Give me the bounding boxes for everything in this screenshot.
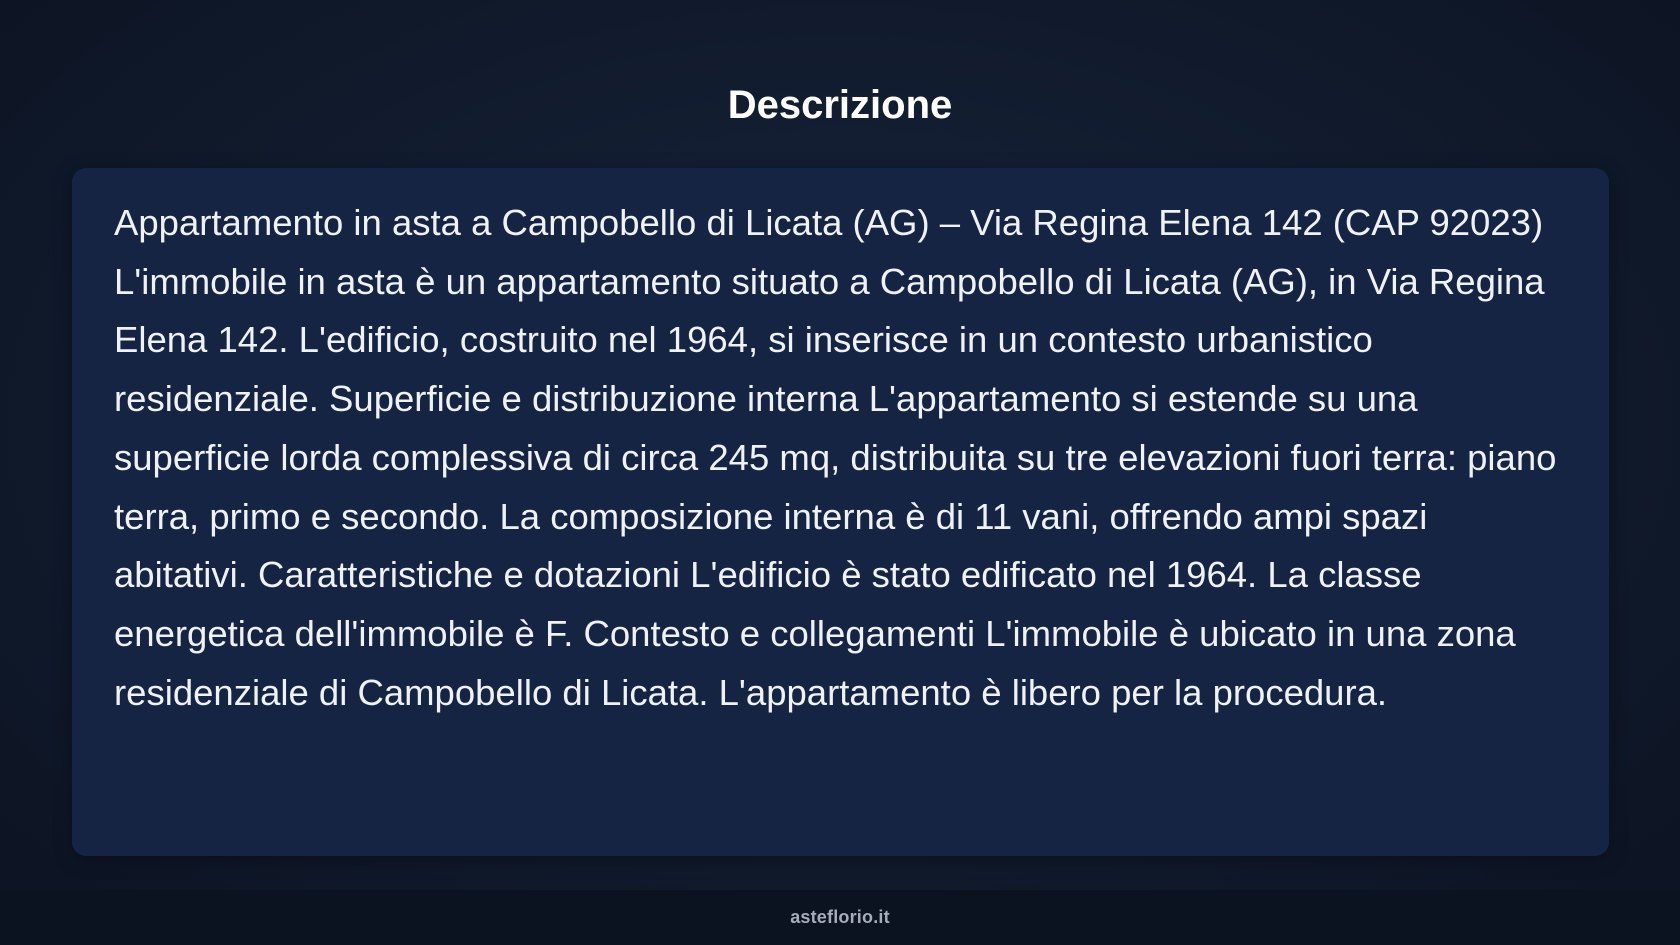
description-text: Appartamento in asta a Campobello di Licata (AG) – Via Regina Elena 142 (CAP 92023) L'immobile in asta è un appartamento situato a Campobello di Licata (AG), in Via Regina Elena 142. L'edificio, costruito nel 1964, si inserisce in un contesto urbanistico residenziale. Superficie e distribuzione interna L'appartamento si estende su una superficie lorda complessiva di circa 245 mq, distribuita su tre elevazioni fuori terra: piano terra, primo e secondo. La composizione interna è di 11 vani, offrendo ampi spazi abitativi. Caratteristiche e dotazioni L'edificio è stato edificato nel 1964. La classe energetica dell'immobile è F. Contesto e collegamenti L'immobile è ubicato in una zona residenziale di Campobello di Licata. L'appartamento è libero per la procedura. — [114, 202, 1557, 713]
description-card — [72, 168, 1609, 856]
footer-site-name: asteflorio.it — [790, 907, 890, 927]
footer — [0, 890, 1680, 945]
page-title: Descrizione — [727, 83, 953, 127]
